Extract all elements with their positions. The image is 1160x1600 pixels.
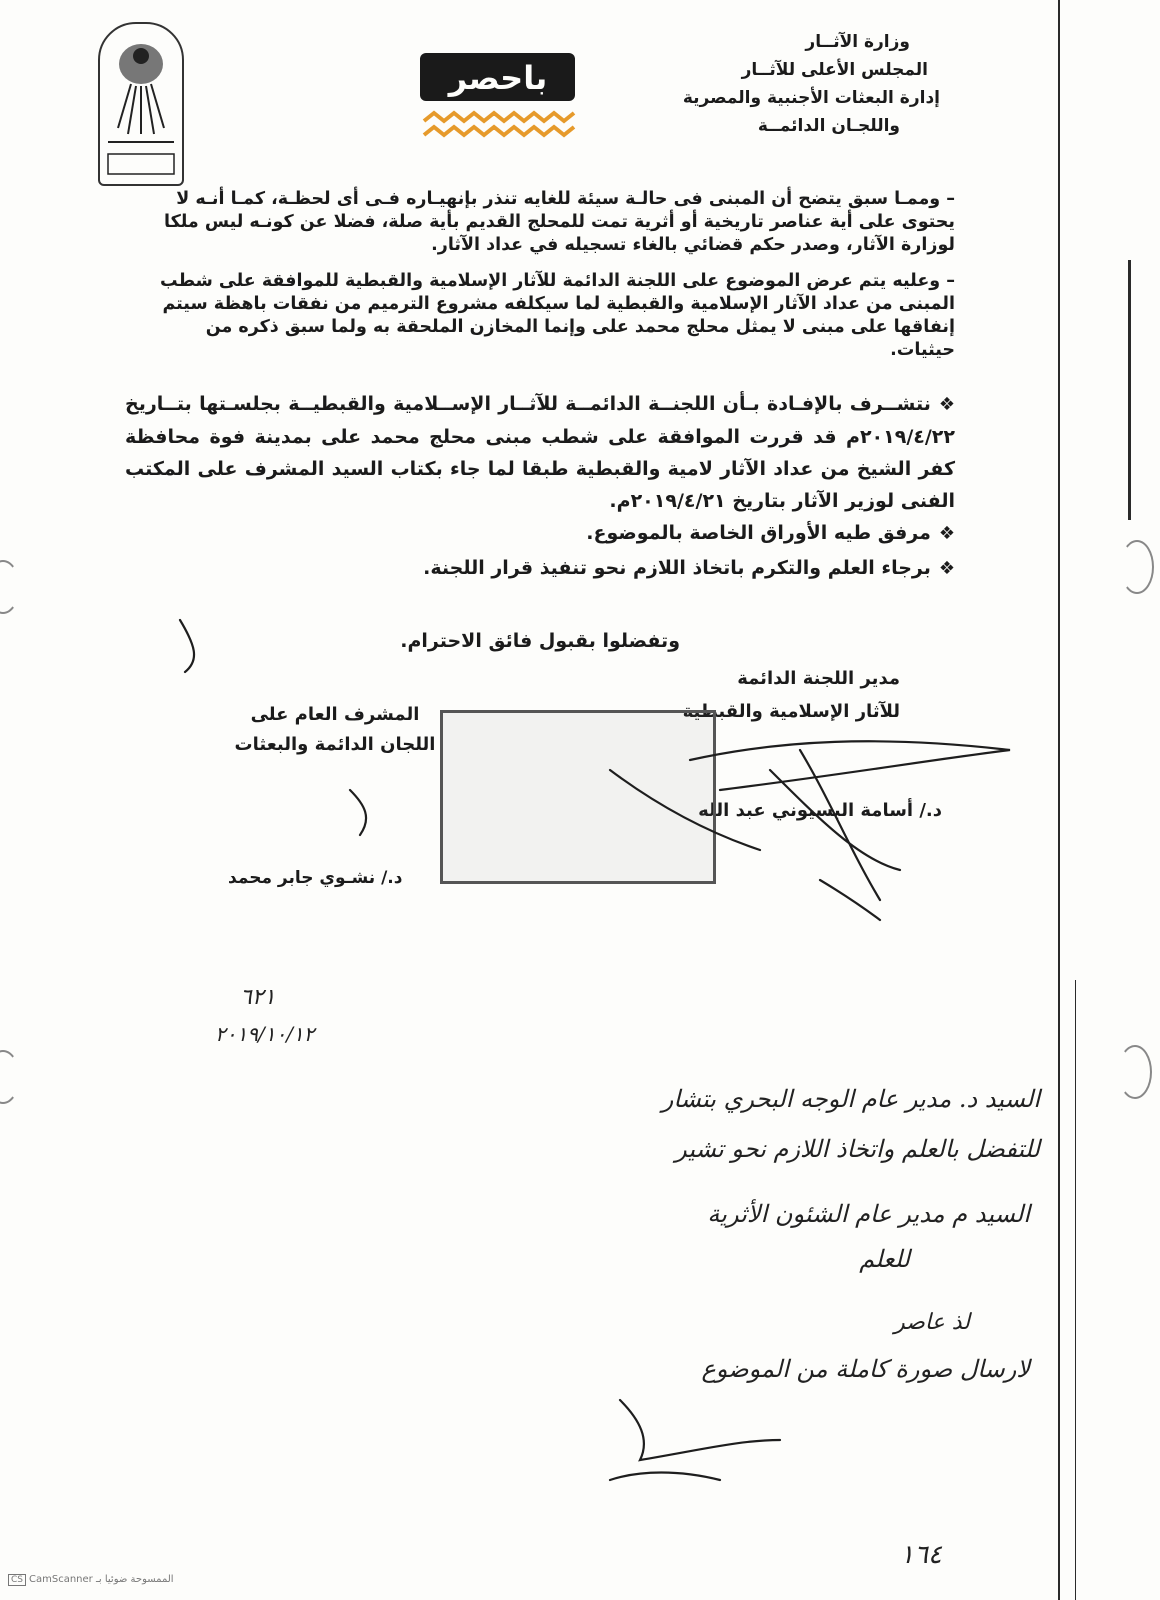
scanner-caption: الممسوحة ضوئيا بـ [95,1574,174,1585]
document-header [680,28,940,140]
body-paragraph: – وممـا سبق يتضح أن المبنى فى حالـة سيئة للغايه تنذر بإنهيـاره فـى أى لحظـة، كمـا أنـه لا يحتوى على أية عناصر تاريخية أو أثرية تمت للمحلج القديم بأية صلة، فضلا عن كونـه ليس ملكا لوزارة الآثار، وصدر حكم قضائي بالغاء تسجيله في عداد الآثار. [164,189,955,255]
brand-logo-text: باحصر [448,59,548,97]
handwritten-note: السيد د. مدير عام الوجه البحري بتشار [661,1085,1040,1113]
body-paragraph: – وعليه يتم عرض الموضوع على اللجنة الدائمة للآثار الإسلامية والقبطية للموافقة على شطب المبنى من عداد الآثار الإسلامية والقبطية لما سيكلفه مشروع الترميم من نفقات باهظة سيتم إنفاقها على مبنى لا يمثل محلج محمد على وإنما المخازن الملحقة به ولما سبق ذكره من حيثيات. [160,271,955,360]
signature-block-general-supervisor [230,700,440,760]
closing-salutation: وتفضلوا بقبول فائق الاحترام. [400,630,680,652]
handwritten-reference-number: ٦٢١ [240,985,276,1010]
scan-edge-line [1058,0,1060,1600]
attachment-text: مرفق طيه الأوراق الخاصة بالموضوع. [586,522,931,544]
decision-bullet [125,388,955,517]
brand-logo [420,45,580,155]
scan-edge-line [1075,980,1076,1600]
request-text: برجاء العلم والتكرم باتخاذ اللازم نحو تنفيذ قرار اللجنة. [423,557,931,579]
scanner-watermark [8,1574,174,1586]
header-department: إدارة البعثات الأجنبية والمصرية [682,88,940,108]
signatory-name: د./ أسامة البسيوني عبد الله [698,800,942,821]
request-bullet [125,553,955,584]
punch-hole-mark [0,1050,20,1104]
scan-edge-line [1128,260,1131,520]
ministry-emblem-logo [98,22,184,186]
punch-hole-mark [1120,540,1154,594]
official-stamp [440,710,716,884]
scanner-brand: CamScanner [29,1574,93,1585]
handwritten-note: للتفضل بالعلم واتخاذ اللازم نحو تشير [675,1135,1040,1163]
bullet-icon: ❖ [938,523,955,544]
handwritten-note: السيد م مدير عام الشئون الأثرية [707,1200,1030,1228]
handwritten-note: للعلم [859,1245,910,1273]
handwritten-page-number: ١٦٤ [900,1540,942,1570]
attachment-bullet [125,518,955,549]
header-committees: واللجـان الدائمــة [757,116,900,136]
signatory-title: المشرف العام على [250,704,420,725]
punch-hole-mark [0,560,20,614]
signatory-title: للآثار الإسلامية والقبطية [682,701,900,722]
signatory-name: د./ نشـوي جابر محمد [228,868,403,888]
handwritten-note: لذ عاصر [894,1310,970,1335]
decision-text: نتشــرف بالإفـادة بـأن اللجنــة الدائمــة للآثــار الإســلامية والقبطيــة بجلسـتها بتــاريخ ٢٠١٩/٤/٢٢م قد قررت الموافقة على شطب مبنى محلج محمد على بمدينة فوة محافظة كفر الشيخ من عداد الآثار لامية والقبطية طبقا لما جاء بكتاب السيد المشرف على المكتب الفنى لوزير الآثار بتاريخ ٢٠١٩/٤/٢١م. [125,393,955,512]
bullet-icon: ❖ [938,394,955,415]
header-ministry: وزارة الآثــار [805,32,910,52]
camscanner-icon: CS [8,1574,26,1586]
handwritten-date: ٢٠١٩/١٠/١٢ [215,1022,315,1046]
signatory-title: اللجان الدائمة والبعثات [234,734,436,755]
signatory-title: مدير اللجنة الدائمة [737,668,900,689]
bullet-icon: ❖ [938,558,955,579]
punch-hole-mark [1118,1045,1152,1099]
header-council: المجلس الأعلى للآثــار [741,60,928,80]
handwritten-note: لارسال صورة كاملة من الموضوع [701,1355,1030,1383]
